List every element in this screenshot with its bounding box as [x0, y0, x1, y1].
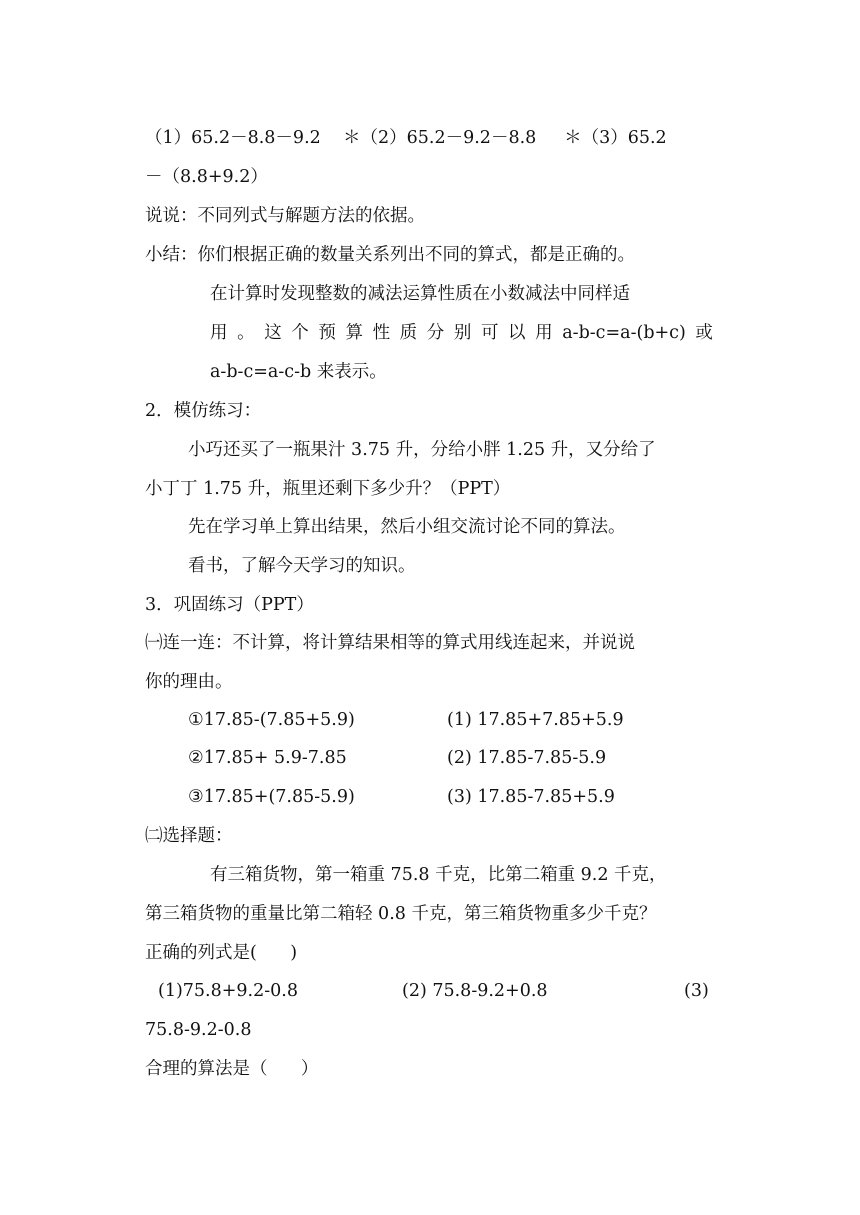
choice-option: (1)75.8+9.2-0.8: [158, 981, 298, 1001]
word: 分: [426, 323, 445, 343]
word: 预: [318, 323, 336, 343]
section-heading-multiple-choice: ㈡选择题：: [145, 826, 233, 846]
summary-line-2: 在计算时发现整数的减法运算性质在小数减法中同样适: [210, 284, 630, 304]
exercise-expressions-continued: －（8.8+9.2）: [145, 167, 268, 187]
match-left-item: ①17.85-(7.85+5.9): [188, 710, 355, 730]
word: 性: [372, 323, 391, 343]
exercise-expressions-line: （1）65.2－8.8－9.2 ＊（2）65.2－9.2－8.8 ＊（3）65.2: [145, 128, 667, 148]
match-left-item: ③17.85+(7.85-5.9): [188, 787, 355, 807]
choice-option: (3): [684, 981, 709, 1001]
word: 或: [695, 323, 713, 343]
summary-line-4: a-b-c=a-c-b 来表示。: [210, 362, 387, 382]
instruction-line-2: 看书，了解今天学习的知识。: [188, 556, 416, 576]
word: 可: [480, 323, 499, 343]
section-heading-consolidation: 3．巩固练习（PPT）: [145, 595, 314, 615]
problem-text-line-1: 小巧还买了一瓶果汁 3.75 升，分给小胖 1.25 升，又分给了: [188, 440, 656, 460]
word: 这: [264, 323, 282, 343]
matching-instruction-line-2: 你的理由。: [145, 672, 233, 692]
problem-text-line-2: 小丁丁 1.75 升，瓶里还剩下多少升？（PPT）: [145, 479, 511, 499]
reasonable-method-question: 合理的算法是（ ）: [145, 1059, 319, 1079]
word: 。: [237, 323, 255, 343]
match-right-item: (2) 17.85-7.85-5.9: [447, 748, 607, 768]
choice-problem-line-2: 第三箱货物的重量比第二箱轻 0.8 千克，第三箱货物重多少千克？: [145, 904, 657, 924]
discussion-prompt: 说说：不同列式与解题方法的依据。: [145, 206, 425, 226]
choice-option-continued: 75.8-9.2-0.8: [145, 1020, 252, 1040]
match-left-item: ②17.85+ 5.9-7.85: [188, 748, 347, 768]
choice-problem-line-1: 有三箱货物，第一箱重 75.8 千克，比第二箱重 9.2 千克，: [210, 865, 667, 885]
word: 质: [399, 323, 418, 343]
word: 以: [508, 323, 526, 343]
match-right-item: (3) 17.85-7.85+5.9: [447, 787, 615, 807]
word: 用: [210, 323, 228, 343]
match-right-item: (1) 17.85+7.85+5.9: [447, 710, 624, 730]
section-heading-imitation-practice: 2．模仿练习：: [145, 401, 262, 421]
summary-line-1: 小结：你们根据正确的数量关系列出不同的算式，都是正确的。: [145, 245, 635, 265]
summary-line-3: [210, 322, 713, 344]
word: 用: [535, 323, 553, 343]
correct-expression-question: 正确的列式是( ): [145, 943, 298, 963]
matching-instruction-line-1: ㈠连一连：不计算，将计算结果相等的算式用线连起来，并说说: [145, 633, 635, 653]
formula: a-b-c=a-(b+c): [562, 323, 686, 343]
word: 别: [453, 323, 472, 343]
word: 个: [291, 323, 309, 343]
word: 算: [345, 323, 363, 343]
instruction-line-1: 先在学习单上算出结果，然后小组交流讨论不同的算法。: [188, 517, 626, 537]
choice-option: (2) 75.8-9.2+0.8: [402, 981, 548, 1001]
